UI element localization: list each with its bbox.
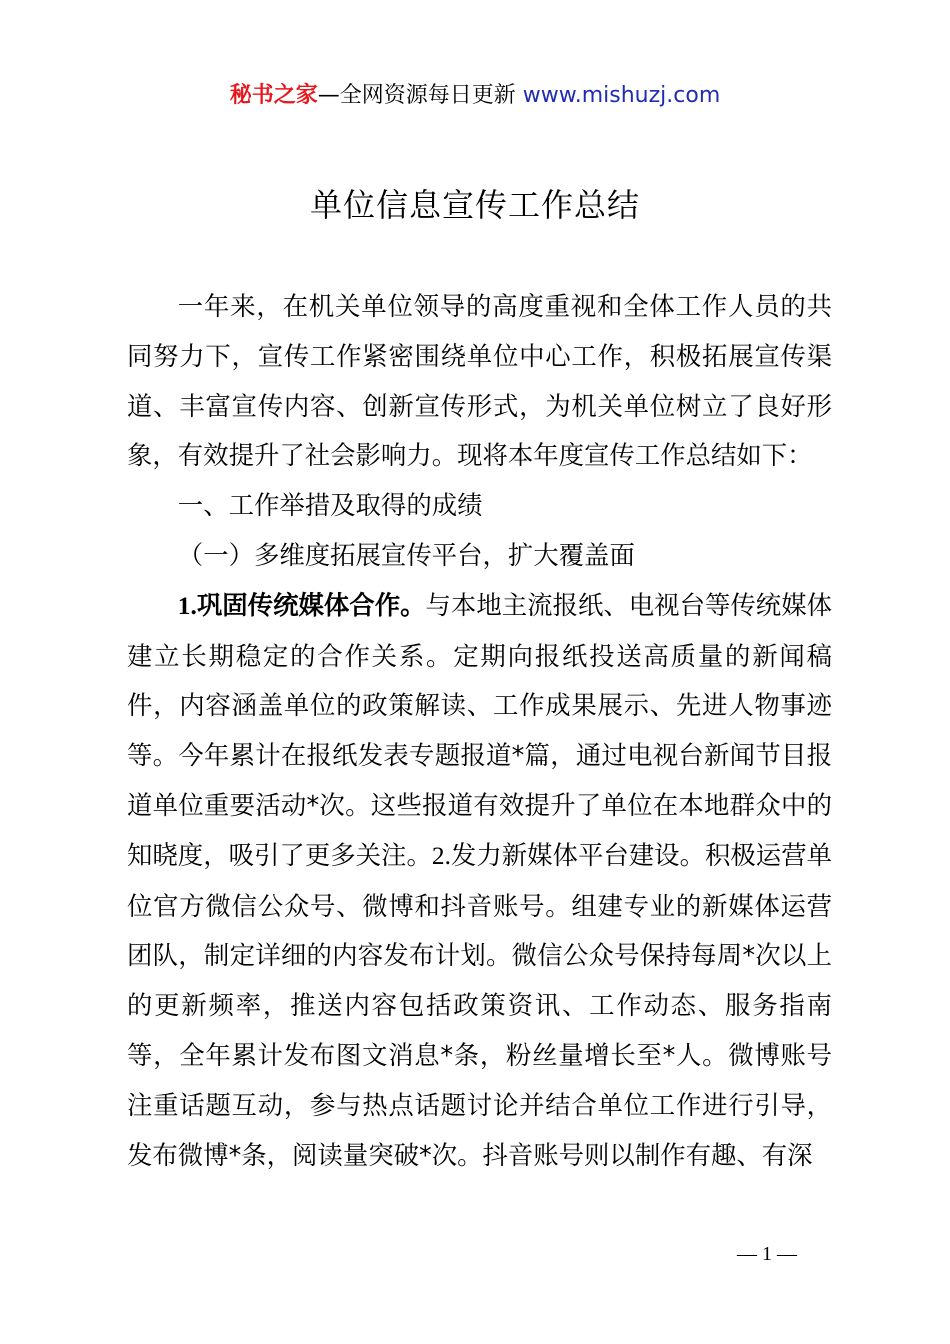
site-header bbox=[0, 80, 950, 112]
brand-name: 秘书之家 bbox=[229, 83, 318, 108]
item-number: 2. bbox=[431, 841, 451, 870]
item-text: 发力新媒体平台建设。积极运营单位官方微信公众号、微博和抖音账号。组建专业的新媒体运营团队，制定详细的内容发布计划。微信公众号保持每周*次以上的更新频率，推送内容包括政策资讯、工作动态、服务指南等，全年累计发布图文消息*条，粉丝量增长至*人。微博账号注重话题互动，参与热点话题讨论并结合单位工作进行引导，发布微博*条，阅读量突破*次。抖音账号则以制作有趣、有深 bbox=[127, 839, 833, 1170]
item-number: 1. bbox=[177, 591, 197, 620]
document-body bbox=[127, 282, 832, 1180]
item-text: 与本地主流报纸、电视台等传统媒体建立长期稳定的合作关系。定期向报纸投送高质量的新闻稿件，内容涵盖单位的政策解读、工作成果展示、先进人物事迹等。今年累计在报纸发表专题报道*篇，通过电视台新闻节目报道单位重要活动*次。这些报道有效提升了单位在本地群众中的知晓度，吸引了更多关注。 bbox=[127, 589, 832, 870]
section-heading: 一、工作举措及取得的成绩 bbox=[177, 490, 483, 521]
subsection-heading: （一）多维度拓展宣传平台，扩大覆盖面 bbox=[177, 539, 635, 570]
header-tagline: —全网资源每日更新 bbox=[317, 83, 516, 108]
page-number: — 1 — bbox=[737, 1243, 797, 1265]
item-lead: 巩固传统媒体合作。 bbox=[196, 589, 426, 620]
item-paragraph bbox=[127, 581, 832, 1181]
site-url-link[interactable]: www.mishuzj.com bbox=[522, 83, 721, 108]
document-title: 单位信息宣传工作总结 bbox=[309, 186, 640, 224]
intro-paragraph: 一年来，在机关单位领导的高度重视和全体工作人员的共同努力下，宣传工作紧密围绕单位中心工作，积极拓展宣传渠道、丰富宣传内容、创新宣传形式，为机关单位树立了良好形象，有效提升了社会影响力。现将本年度宣传工作总结如下： bbox=[127, 291, 832, 471]
